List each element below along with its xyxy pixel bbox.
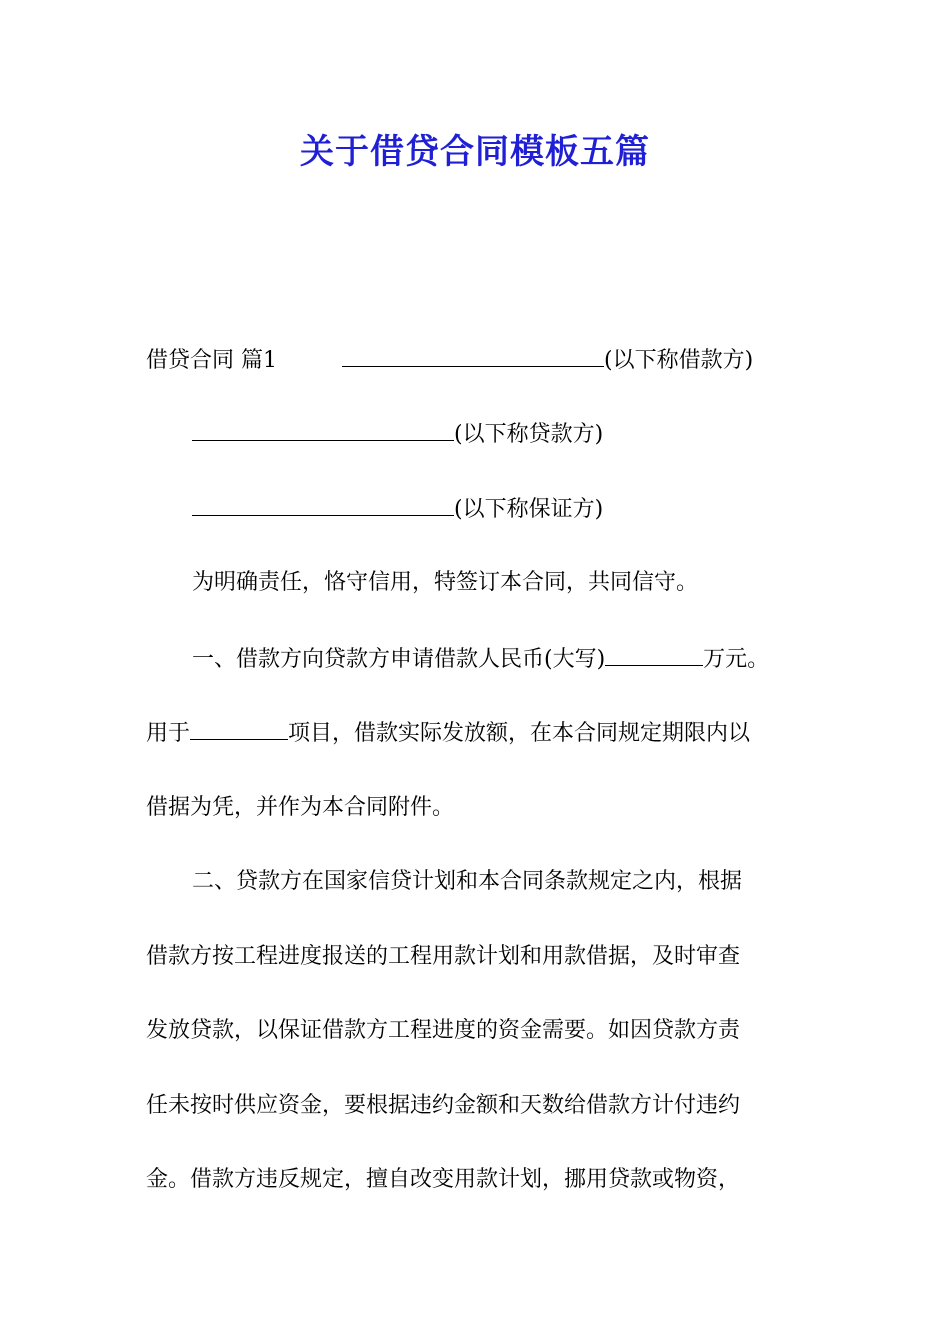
guarantor-label: (以下称保证方)	[454, 497, 604, 522]
project-blank	[190, 717, 288, 740]
clause-2-line-4: 任未按时供应资金，要根据违约金额和天数给借款方计付违约	[146, 1093, 741, 1118]
clause-2-line-1: 二、贷款方在国家信贷计划和本合同条款规定之内，根据	[192, 869, 743, 894]
party-borrower-line	[146, 344, 753, 377]
lender-blank	[192, 418, 454, 441]
section-heading: 借贷合同 篇1	[146, 348, 277, 373]
lender-label: (以下称贷款方)	[454, 422, 604, 447]
document-title: 关于借贷合同模板五篇	[300, 132, 650, 172]
guarantor-blank	[192, 493, 454, 516]
clause-2-line-2: 借款方按工程进度报送的工程用款计划和用款借据，及时审查	[146, 944, 741, 969]
preamble-text: 为明确责任，恪守信用，特签订本合同，共同信守。	[192, 570, 699, 595]
clause-1-text-d: 项目，借款实际发放额，在本合同规定期限内以	[288, 721, 751, 746]
amount-blank	[605, 643, 703, 666]
clause-1-line-1	[192, 643, 769, 676]
borrower-label: (以下称借款方)	[604, 348, 754, 373]
clause-1-text-a: 一、借款方向贷款方申请借款人民币(大写)	[192, 647, 606, 672]
party-guarantor-line	[192, 493, 603, 526]
clause-1-text-c: 用于	[146, 721, 191, 746]
clause-1-text-b: 万元。	[703, 647, 770, 672]
clause-2-line-3: 发放贷款，以保证借款方工程进度的资金需要。如因贷款方责	[146, 1018, 741, 1043]
clause-2-line-5: 金。借款方违反规定，擅自改变用款计划，挪用贷款或物资，	[146, 1167, 741, 1192]
clause-1-line-2	[146, 717, 750, 750]
clause-1-line-3: 借据为凭，并作为本合同附件。	[146, 795, 455, 820]
borrower-blank	[342, 344, 604, 367]
party-lender-line	[192, 418, 603, 451]
